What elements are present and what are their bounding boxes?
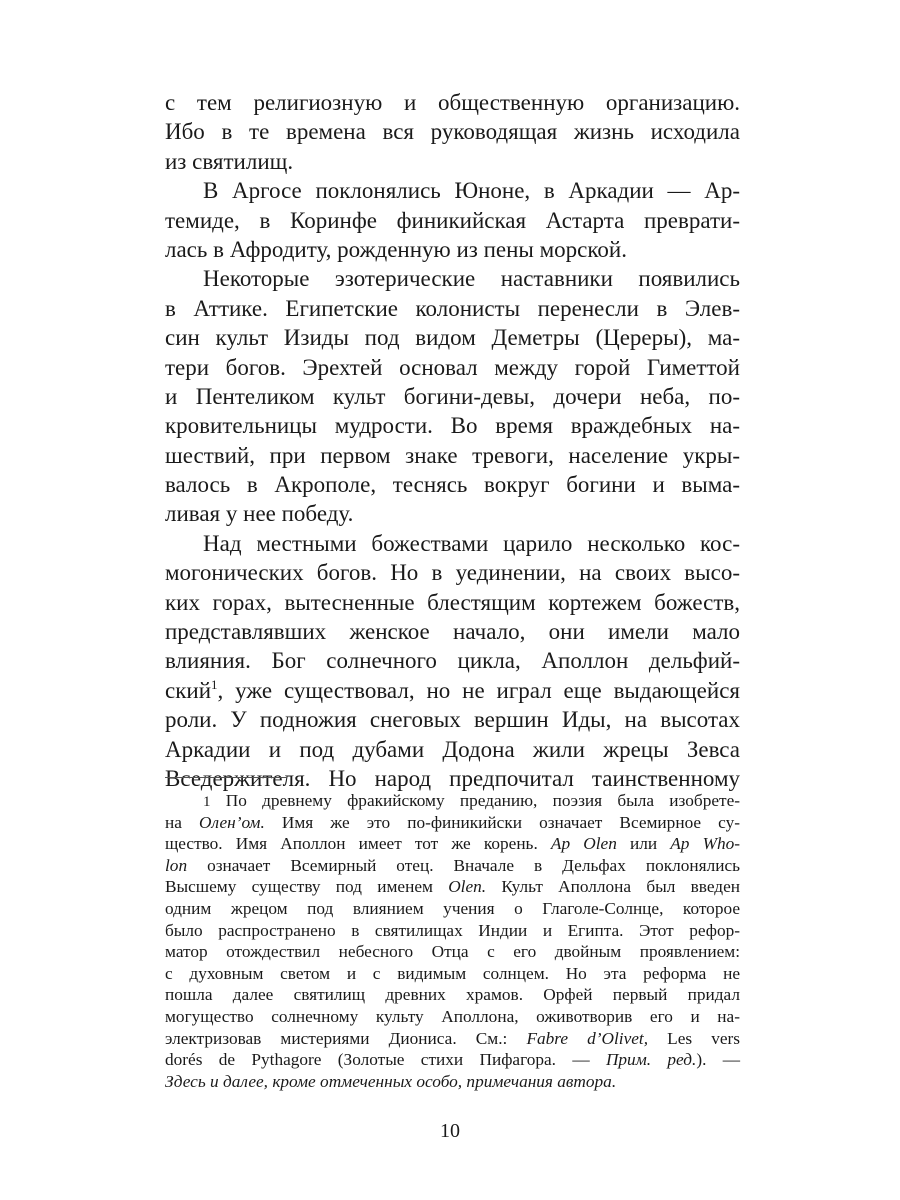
- footnote-line: 1 По древнему фракийскому преданию, поэзия была изобрете-: [203, 791, 740, 810]
- text-line: в Аттике. Египетские колонисты перенесли в Элев-: [165, 295, 740, 321]
- footnote-line: Здесь и далее, кроме отмеченных особо, примечания автора.: [165, 1071, 617, 1091]
- footnote-separator: [165, 777, 287, 778]
- text-line: ский$^1$, уже существовал, но не играл еще выдающейся: [165, 676, 740, 703]
- footnote-line: матор отождествил небесного Отца с его двойным проявлением:: [165, 942, 740, 962]
- text-line: из святилищ.: [165, 148, 294, 174]
- text-line: лась в Афродиту, рожденную из пены морской.: [165, 236, 627, 262]
- footnote-line: электризовав мистериями Диониса. См.: Fabre d’Olivet, Les vers: [165, 1028, 740, 1048]
- footnote-line: одним жрецом под влиянием учения о Глаголе-Солнце, которое: [165, 898, 740, 918]
- text-line: Некоторые эзотерические наставники появились: [203, 266, 740, 292]
- text-line: ких горах, вытесненные блестящим кортежем божеств,: [165, 589, 740, 615]
- text-line: син культ Изиды под видом Деметры (Цереры), ма-: [165, 325, 740, 351]
- text-line: Ибо в те времена вся руководящая жизнь исходила: [165, 119, 740, 145]
- footnote-line: могущество солнечному культу Аполлона, оживотворив его и на-: [165, 1006, 740, 1026]
- footnote-line: щество. Имя Аполлон имеет тот же корень. Ap Olen или Ap Who-: [165, 834, 741, 854]
- text-line: и Пентеликом культ богини-девы, дочери неба, по-: [165, 383, 740, 409]
- text-line: ливая у нее победу.: [165, 501, 354, 527]
- text-line: с тем религиозную и общественную организацию.: [165, 90, 740, 115]
- text-line: темиде, в Коринфе финикийская Астарта преврати-: [165, 207, 740, 233]
- text-line: могонических богов. Но в уединении, на своих высо-: [165, 560, 740, 586]
- footnote: [165, 790, 740, 1092]
- text-line: роли. У подножия снеговых вершин Иды, на высотах: [165, 707, 740, 733]
- footnote-line: dorés de Pythagore (Золотые стихи Пифагора. — Прим. ред.). —: [165, 1050, 740, 1070]
- text-line: представлявших женское начало, они имели мало: [165, 619, 740, 645]
- text-line: Аркадии и под дубами Додона жили жрецы Зевса: [165, 736, 740, 762]
- main-text: [165, 88, 740, 793]
- footnote-line: пошла далее святилищ древних храмов. Орфей первый придал: [165, 985, 740, 1005]
- text-line: Вседержителя. Но народ предпочитал таинственному: [165, 765, 740, 791]
- footnote-number: 1: [203, 794, 211, 810]
- text-line: кровительницы мудрости. Во время враждебных на-: [165, 413, 740, 439]
- footnote-line: lon означает Всемирный отец. Вначале в Дельфах поклонялись: [165, 855, 740, 875]
- footnote-line: с духовным светом и с видимым солнцем. Но эта реформа не: [165, 963, 740, 983]
- text-line: влияния. Бог солнечного цикла, Аполлон дельфий-: [165, 648, 740, 674]
- footnote-line: на Олен’ом. Имя же это по-финикийски означает Всемирное су-: [165, 812, 740, 832]
- footnote-line: было распространено в святилищах Индии и Египта. Этот рефор-: [165, 920, 740, 940]
- text-line: В Аргосе поклонялись Юноне, в Аркадии — Ар-: [203, 178, 740, 204]
- footnote-marker: 1: [211, 676, 218, 692]
- text-line: Над местными божествами царило несколько кос-: [203, 530, 740, 556]
- footnote-line: Высшему существу под именем Olen. Культ Аполлона был введен: [165, 877, 740, 897]
- text-line: шествий, при первом знаке тревоги, население укры-: [165, 442, 740, 468]
- page-number: 10: [440, 1120, 460, 1142]
- text-line: тери богов. Эрехтей основал между горой Гиметтой: [165, 354, 740, 380]
- text-line: валось в Акрополе, теснясь вокруг богини и выма-: [165, 472, 740, 498]
